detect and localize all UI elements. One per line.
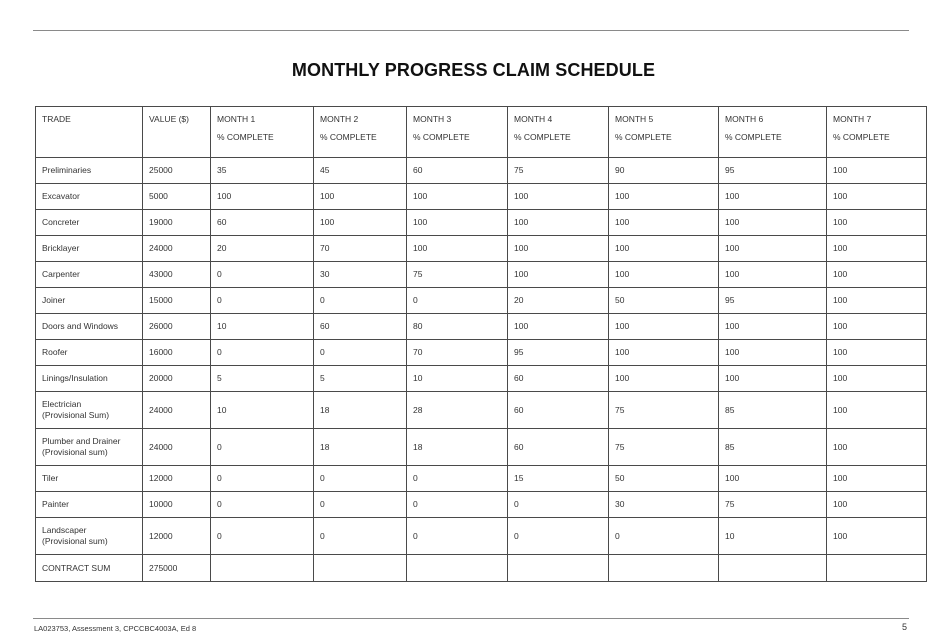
contract-sum-value: 275000 <box>143 555 211 582</box>
month-4-percent-cell: 60 <box>508 429 609 466</box>
month-4-percent-cell: 100 <box>508 262 609 288</box>
month-2-percent-cell: 0 <box>314 288 407 314</box>
month-6-percent-cell: 85 <box>719 392 827 429</box>
table-row <box>36 158 927 184</box>
header-cell-month-1: MONTH 1 % COMPLETE <box>211 107 314 158</box>
footer-reference: LA023753, Assessment 3, CPCCBC4003A, Ed 8 <box>34 624 197 633</box>
value-cell: 24000 <box>143 429 211 466</box>
value-cell: 16000 <box>143 340 211 366</box>
trade-note: (Provisional sum) <box>42 447 108 457</box>
table-cell <box>314 555 407 582</box>
value-cell: 5000 <box>143 184 211 210</box>
month-2-percent-cell: 100 <box>314 210 407 236</box>
month-4-percent-cell: 75 <box>508 158 609 184</box>
month-1-percent-cell: 0 <box>211 429 314 466</box>
trade-name: Tiler <box>42 473 59 483</box>
month-6-percent-cell: 85 <box>719 429 827 466</box>
table-cell <box>719 555 827 582</box>
value-cell: 19000 <box>143 210 211 236</box>
trade-name: Landscaper <box>42 525 87 535</box>
month-7-percent-cell: 100 <box>827 429 927 466</box>
header-cell-month-4: MONTH 4 % COMPLETE <box>508 107 609 158</box>
month-2-percent-cell: 30 <box>314 262 407 288</box>
table-row <box>36 314 927 340</box>
page-number: 5 <box>901 622 907 632</box>
month-1-percent-cell: 0 <box>211 340 314 366</box>
table-cell <box>407 555 508 582</box>
month-7-percent-cell: 100 <box>827 366 927 392</box>
month-5-percent-cell: 50 <box>609 288 719 314</box>
table-row <box>36 492 927 518</box>
month-5-percent-cell: 100 <box>609 366 719 392</box>
month-4-percent-cell: 0 <box>508 492 609 518</box>
value-cell: 12000 <box>143 518 211 555</box>
month-1-percent-cell: 10 <box>211 392 314 429</box>
month-7-percent-cell: 100 <box>827 262 927 288</box>
month-3-percent-cell: 0 <box>407 288 508 314</box>
month-1-percent-cell: 35 <box>211 158 314 184</box>
header-cell-month-6: MONTH 6 % COMPLETE <box>719 107 827 158</box>
trade-name: Preliminaries <box>42 165 92 175</box>
table-row <box>36 288 927 314</box>
trade-cell <box>36 392 143 429</box>
table-row <box>36 518 927 555</box>
month-2-percent-cell: 100 <box>314 184 407 210</box>
month-6-percent-cell: 100 <box>719 184 827 210</box>
month-6-percent-cell: 100 <box>719 262 827 288</box>
month-7-percent-cell: 100 <box>827 210 927 236</box>
trade-cell <box>36 236 143 262</box>
month-1-percent-cell: 0 <box>211 518 314 555</box>
month-5-percent-cell: 0 <box>609 518 719 555</box>
month-1-percent-cell: 10 <box>211 314 314 340</box>
header-cell-trade: TRADE <box>36 107 143 158</box>
top-divider <box>33 30 909 31</box>
month-5-percent-cell: 100 <box>609 184 719 210</box>
trade-cell <box>36 184 143 210</box>
month-3-percent-cell: 60 <box>407 158 508 184</box>
month-3-percent-cell: 75 <box>407 262 508 288</box>
header-cell-value: VALUE ($) <box>143 107 211 158</box>
month-3-percent-cell: 0 <box>407 518 508 555</box>
table-row <box>36 429 927 466</box>
month-3-percent-cell: 100 <box>407 236 508 262</box>
table-header-row <box>36 107 927 158</box>
table-row <box>36 366 927 392</box>
month-3-percent-cell: 28 <box>407 392 508 429</box>
bottom-divider <box>33 618 909 619</box>
month-5-percent-cell: 100 <box>609 314 719 340</box>
month-4-percent-cell: 100 <box>508 314 609 340</box>
month-7-percent-cell: 100 <box>827 340 927 366</box>
trade-name: Concreter <box>42 217 80 227</box>
month-7-percent-cell: 100 <box>827 466 927 492</box>
trade-name: Electrician <box>42 399 82 409</box>
table-cell <box>827 555 927 582</box>
month-4-percent-cell: 100 <box>508 210 609 236</box>
month-5-percent-cell: 75 <box>609 429 719 466</box>
trade-name: Excavator <box>42 191 80 201</box>
month-6-percent-cell: 100 <box>719 340 827 366</box>
month-5-percent-cell: 100 <box>609 262 719 288</box>
month-6-percent-cell: 95 <box>719 158 827 184</box>
month-4-percent-cell: 100 <box>508 236 609 262</box>
page-title: MONTHLY PROGRESS CLAIM SCHEDULE <box>291 60 656 80</box>
value-cell: 20000 <box>143 366 211 392</box>
month-7-percent-cell: 100 <box>827 492 927 518</box>
header-cell-month-7: MONTH 7 % COMPLETE <box>827 107 927 158</box>
value-cell: 15000 <box>143 288 211 314</box>
month-3-percent-cell: 0 <box>407 466 508 492</box>
month-2-percent-cell: 45 <box>314 158 407 184</box>
month-6-percent-cell: 100 <box>719 210 827 236</box>
trade-name: Linings/Insulation <box>42 373 108 383</box>
month-3-percent-cell: 100 <box>407 210 508 236</box>
month-3-percent-cell: 100 <box>407 184 508 210</box>
month-2-percent-cell: 70 <box>314 236 407 262</box>
trade-note: (Provisional sum) <box>42 536 108 546</box>
month-6-percent-cell: 100 <box>719 466 827 492</box>
month-6-percent-cell: 75 <box>719 492 827 518</box>
value-cell: 24000 <box>143 392 211 429</box>
month-6-percent-cell: 10 <box>719 518 827 555</box>
month-1-percent-cell: 0 <box>211 466 314 492</box>
month-6-percent-cell: 100 <box>719 366 827 392</box>
month-2-percent-cell: 0 <box>314 466 407 492</box>
month-2-percent-cell: 0 <box>314 340 407 366</box>
table-cell <box>609 555 719 582</box>
trade-name: Painter <box>42 499 69 509</box>
month-7-percent-cell: 100 <box>827 392 927 429</box>
header-cell-month-3: MONTH 3 % COMPLETE <box>407 107 508 158</box>
month-3-percent-cell: 0 <box>407 492 508 518</box>
month-1-percent-cell: 0 <box>211 492 314 518</box>
table-row <box>36 262 927 288</box>
trade-cell <box>36 210 143 236</box>
month-4-percent-cell: 100 <box>508 184 609 210</box>
trade-cell <box>36 340 143 366</box>
month-4-percent-cell: 20 <box>508 288 609 314</box>
month-1-percent-cell: 20 <box>211 236 314 262</box>
table-row <box>36 210 927 236</box>
month-4-percent-cell: 60 <box>508 366 609 392</box>
month-7-percent-cell: 100 <box>827 236 927 262</box>
header-cell-month-5: MONTH 5 % COMPLETE <box>609 107 719 158</box>
month-2-percent-cell: 0 <box>314 518 407 555</box>
trade-cell <box>36 366 143 392</box>
trade-name: Roofer <box>42 347 68 357</box>
month-1-percent-cell: 0 <box>211 262 314 288</box>
month-1-percent-cell: 0 <box>211 288 314 314</box>
month-1-percent-cell: 5 <box>211 366 314 392</box>
trade-cell <box>36 429 143 466</box>
month-4-percent-cell: 0 <box>508 518 609 555</box>
month-2-percent-cell: 18 <box>314 392 407 429</box>
month-7-percent-cell: 100 <box>827 314 927 340</box>
progress-claim-table <box>35 106 927 582</box>
month-6-percent-cell: 100 <box>719 236 827 262</box>
month-3-percent-cell: 10 <box>407 366 508 392</box>
month-7-percent-cell: 100 <box>827 184 927 210</box>
table-cell <box>508 555 609 582</box>
month-4-percent-cell: 95 <box>508 340 609 366</box>
month-4-percent-cell: 60 <box>508 392 609 429</box>
month-1-percent-cell: 100 <box>211 184 314 210</box>
month-2-percent-cell: 5 <box>314 366 407 392</box>
table-row <box>36 466 927 492</box>
trade-note: (Provisional Sum) <box>42 410 110 420</box>
month-1-percent-cell: 60 <box>211 210 314 236</box>
trade-name: Carpenter <box>42 269 80 279</box>
trade-cell <box>36 518 143 555</box>
value-cell: 26000 <box>143 314 211 340</box>
month-2-percent-cell: 18 <box>314 429 407 466</box>
month-2-percent-cell: 60 <box>314 314 407 340</box>
table-row <box>36 184 927 210</box>
table-row <box>36 236 927 262</box>
month-3-percent-cell: 18 <box>407 429 508 466</box>
trade-name: Plumber and Drainer <box>42 436 121 446</box>
trade-name: Bricklayer <box>42 243 80 253</box>
month-5-percent-cell: 100 <box>609 236 719 262</box>
table-row <box>36 340 927 366</box>
month-7-percent-cell: 100 <box>827 288 927 314</box>
header-cell-month-2: MONTH 2 % COMPLETE <box>314 107 407 158</box>
contract-sum-label: CONTRACT SUM <box>36 555 143 582</box>
trade-cell <box>36 288 143 314</box>
trade-name: Doors and Windows <box>42 321 119 331</box>
value-cell: 12000 <box>143 466 211 492</box>
value-cell: 25000 <box>143 158 211 184</box>
trade-name: Joiner <box>42 295 66 305</box>
month-7-percent-cell: 100 <box>827 518 927 555</box>
month-5-percent-cell: 100 <box>609 210 719 236</box>
contract-sum-row <box>36 555 927 582</box>
table-row <box>36 392 927 429</box>
month-5-percent-cell: 50 <box>609 466 719 492</box>
month-2-percent-cell: 0 <box>314 492 407 518</box>
value-cell: 24000 <box>143 236 211 262</box>
trade-cell <box>36 466 143 492</box>
month-4-percent-cell: 15 <box>508 466 609 492</box>
month-6-percent-cell: 100 <box>719 314 827 340</box>
value-cell: 43000 <box>143 262 211 288</box>
month-5-percent-cell: 90 <box>609 158 719 184</box>
table-body <box>36 158 927 582</box>
month-5-percent-cell: 30 <box>609 492 719 518</box>
month-5-percent-cell: 100 <box>609 340 719 366</box>
month-5-percent-cell: 75 <box>609 392 719 429</box>
value-cell: 10000 <box>143 492 211 518</box>
trade-cell <box>36 158 143 184</box>
month-6-percent-cell: 95 <box>719 288 827 314</box>
month-3-percent-cell: 70 <box>407 340 508 366</box>
month-7-percent-cell: 100 <box>827 158 927 184</box>
month-3-percent-cell: 80 <box>407 314 508 340</box>
table-cell <box>211 555 314 582</box>
trade-cell <box>36 262 143 288</box>
trade-cell <box>36 314 143 340</box>
trade-cell <box>36 492 143 518</box>
